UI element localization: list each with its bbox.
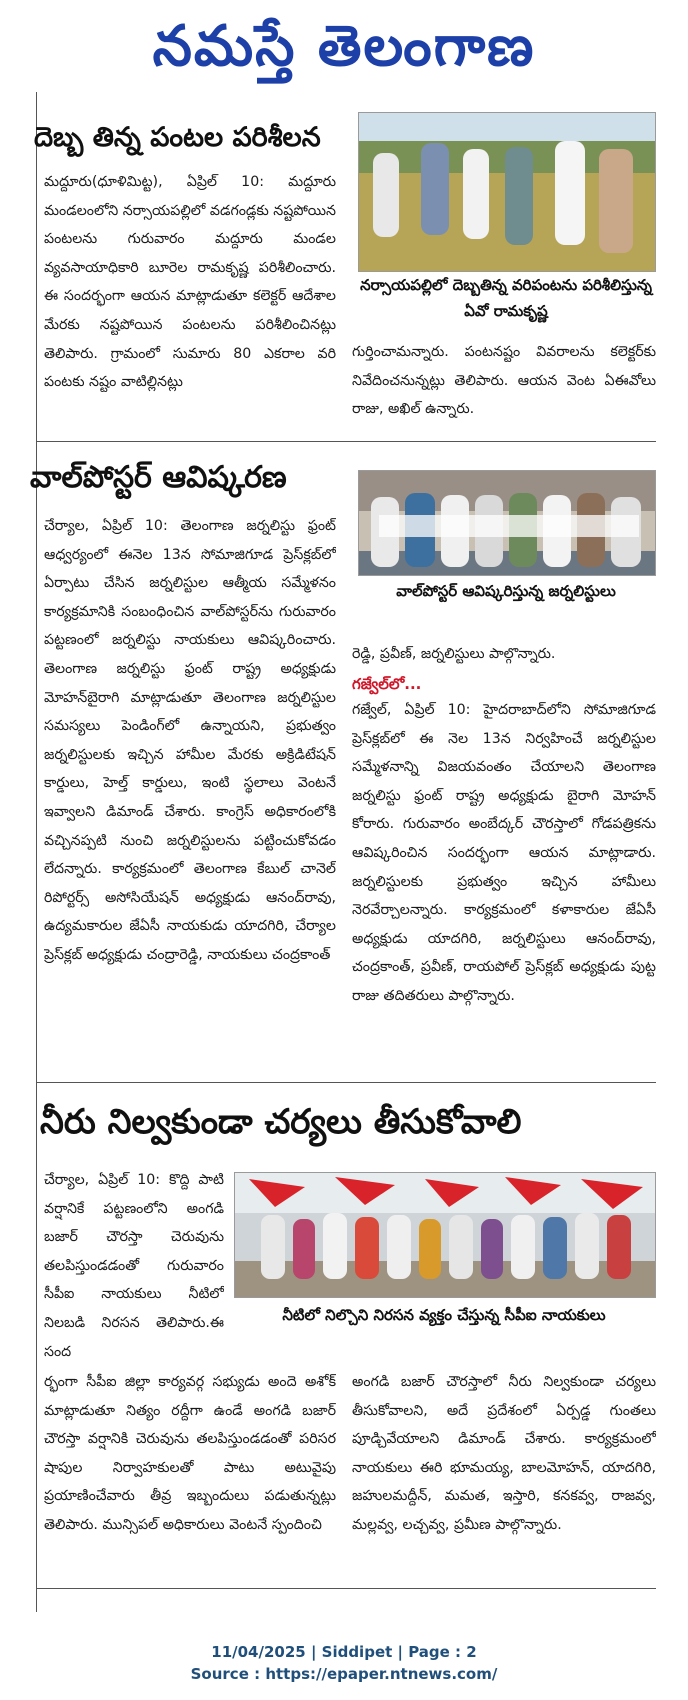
protest-photo (235, 1173, 655, 1297)
article3-caption: నీటిలో నిల్చొని నిరసన వ్యక్తం చేస్తున్న సీపీఐ నాయకులు (282, 1306, 606, 1324)
article1-headline: దెబ్బ తిన్న పంటల పరిశీలన (34, 122, 321, 153)
section-divider-2 (36, 1082, 656, 1083)
article3-body-left: ర్భంగా సీపీఐ జిల్లా కార్యవర్గ సభ్యుడు అందె అశోక్ మాట్లాడుతూ నిత్యం రద్దీగా ఉండే అంగడి బజార్ చౌరస్తా వర్షానికి చెరువును తలపిస్తుండడంతో పరిసర షాపుల నిర్వాహకులతో పాటు అటువైపు ప్రయాణించేవారు తీవ్ర ఇబ్బందులు పడుతున్నట్లు తెలిపారు. మున్సిపల్ అధికారులు వెంటనే స్పందించి (44, 1374, 336, 1533)
masthead: నమస్తే తెలంగాణ (152, 13, 536, 79)
article2-headline: వాల్‌పోస్టర్ ఆవిష్కరణ (30, 460, 287, 495)
article2-subhead: గజ్వేల్‌లో... (352, 675, 422, 693)
left-column-rule (36, 92, 37, 1612)
footer-source-line: Source : https://epaper.ntnews.com/ (190, 1665, 498, 1683)
article1-photo (358, 112, 656, 272)
article2-photo (358, 470, 656, 576)
article3-headline: నీరు నిల్వకుండా చర్యలు తీసుకోవాలి (40, 1102, 522, 1142)
journalists-poster-photo (359, 471, 655, 575)
article2-caption: వాల్‌పోస్టర్ ఆవిష్కరిస్తున్న జర్నలిస్టులు (396, 582, 616, 600)
article2-body-left: చేర్యాల, ఏప్రిల్ 10: తెలంగాణ జర్నలిస్టు ఫ్రంట్ ఆధ్వర్యంలో ఈనెల 13న సోమాజిగూడ ప్రెస్‌క్లబ్‌లో ఏర్పాటు చేసిన జర్నలిస్టుల ఆత్మీయ సమ్మేళనం కార్యక్రమానికి సంబంధించిన వాల్‌పోస్టర్‌ను గురువారం పట్టణంలో జర్నలిస్టు నాయకులు ఆవిష్కరించారు. తెలంగాణ జర్నలిస్టు ఫ్రంట్ రాష్ట్ర అధ్యక్షుడు మోహన్‌బైరాగి మాట్లాడుతూ తెలంగాణ జర్నలిస్టుల సమస్యలు పెండింగ్‌లో ఉన్నాయని, ప్రభుత్వం జర్నలిస్టులకు ఇచ్చిన హామీల మేరకు అక్రిడిటేషన్ కార్డులు, హెల్త్ కార్డులు, ఇంటి స్థలాలు వెంటనే ఇవ్వాలని డిమాండ్ చేశారు. కాంగ్రెస్ అధికారంలోకి వచ్చినప్పటి నుంచి జర్నలిస్టులను పట్టించుకోవడం లేదన్నారు. కార్యక్రమంలో తెలంగాణ కేబుల్ చానెల్ రిపోర్టర్స్ అసోసియేషన్ అధ్యక్షుడు ఆనంద్‌రావు, ఉద్యమకారుల జేఏసీ నాయకుడు యాదగిరి, చేర్యాల ప్రెస్‌క్లబ్ అధ్యక్షుడు చంద్రారెడ్డి, నాయకులు చంద్రకాంత్ (44, 518, 336, 963)
article2-body-right-top: రెడ్డి, ప్రవీణ్, జర్నలిస్టులు పాల్గొన్నారు. (352, 646, 556, 662)
article1-caption: నర్సాయపల్లిలో దెబ్బతిన్న వరిపంటను పరిశీలిస్తున్న ఏవో రామకృష్ణ (360, 276, 652, 320)
paddy-field-photo (359, 113, 655, 271)
article1-body-left: మద్దూరు(ధూళిమిట్ట), ఏప్రిల్ 10: మద్దూరు మండలంలోని నర్సాయపల్లిలో వడగండ్లకు నష్టపోయిన పంటలను గురువారం మద్దూరు మండల వ్యవసాయాధికారి బూరెల రామకృష్ణ పరిశీలించారు. ఈ సందర్భంగా ఆయన మాట్లాడుతూ కలెక్టర్ ఆదేశాల మేరకు నష్టపోయిన పంటలను పరిశీలించినట్లు తెలిపారు. గ్రామంలో సుమారు 80 ఎకరాల వరి పంటకు నష్టం వాటిల్లినట్లు (44, 174, 336, 391)
article1-body-right: గుర్తించామన్నారు. పంటనష్టం వివరాలను కలెక్టర్‌కు నివేదించనున్నట్లు తెలిపారు. ఆయన వెంట ఏఈవోలు రాజు, అఖిల్ ఉన్నారు. (352, 344, 656, 418)
article2-body-right: గజ్వేల్, ఏప్రిల్ 10: హైదరాబాద్‌లోని సోమాజిగూడ ప్రెస్‌క్లబ్‌లో ఈ నెల 13న నిర్వహించే జర్నలిస్టుల సమ్మేళనాన్ని విజయవంతం చేయాలని తెలంగాణ జర్నలిస్టు ఫ్రంట్ రాష్ట్ర అధ్యక్షుడు బైరాగి మోహన్ కోరారు. గురువారం అంబేద్కర్ చౌరస్తాలో గోడపత్రికను ఆవిష్కరించిన సందర్భంగా ఆయన మాట్లాడారు. జర్నలిస్టులకు ప్రభుత్వం ఇచ్చిన హామీలు నెరవేర్చాలన్నారు. కార్యక్రమంలో కళాకారుల జేఏసీ అధ్యక్షుడు యాదగిరి, జర్నలిస్టులు ఆనంద్‌రావు, చంద్రకాంత్, ప్రవీణ్, రాయపోల్ ప్రెస్‌క్లబ్ అధ్యక్షుడు పుట్ట రాజు తదితరులు పాల్గొన్నారు. (352, 702, 656, 1004)
article3-body-right: అంగడి బజార్ చౌరస్తాలో నీరు నిల్వకుండా చర్యలు తీసుకోవాలని, అదే ప్రదేశంలో ఏర్పడ్డ గుంతలు పూడ్చివేయాలని డిమాండ్ చేశారు. కార్యక్రమంలో నాయకులు ఈరి భూమయ్య, బాలమోహన్, యాదగిరి, జహులమద్దీన్, మమత, ఇస్తారి, కనకవ్వ, రాజవ్వ, మల్లవ్వ, లచ్చవ్వ, ప్రమీణ పాల్గొన్నారు. (352, 1374, 656, 1533)
article3-photo (234, 1172, 656, 1298)
footer-date-line: 11/04/2025 | Siddipet | Page : 2 (211, 1643, 477, 1661)
section-divider-3 (36, 1588, 656, 1589)
article3-body-narrow: చేర్యాల, ఏప్రిల్ 10: కొద్ది పాటి వర్షానికే పట్టణంలోని అంగడి బజార్ చౌరస్తా చెరువును తలపిస్తుండడంతో గురువారం సీపీఐ నాయకులు నీటిలో నిలబడి నిరసన తెలిపారు.ఈ సంద (44, 1172, 224, 1360)
section-divider-1 (36, 441, 656, 442)
